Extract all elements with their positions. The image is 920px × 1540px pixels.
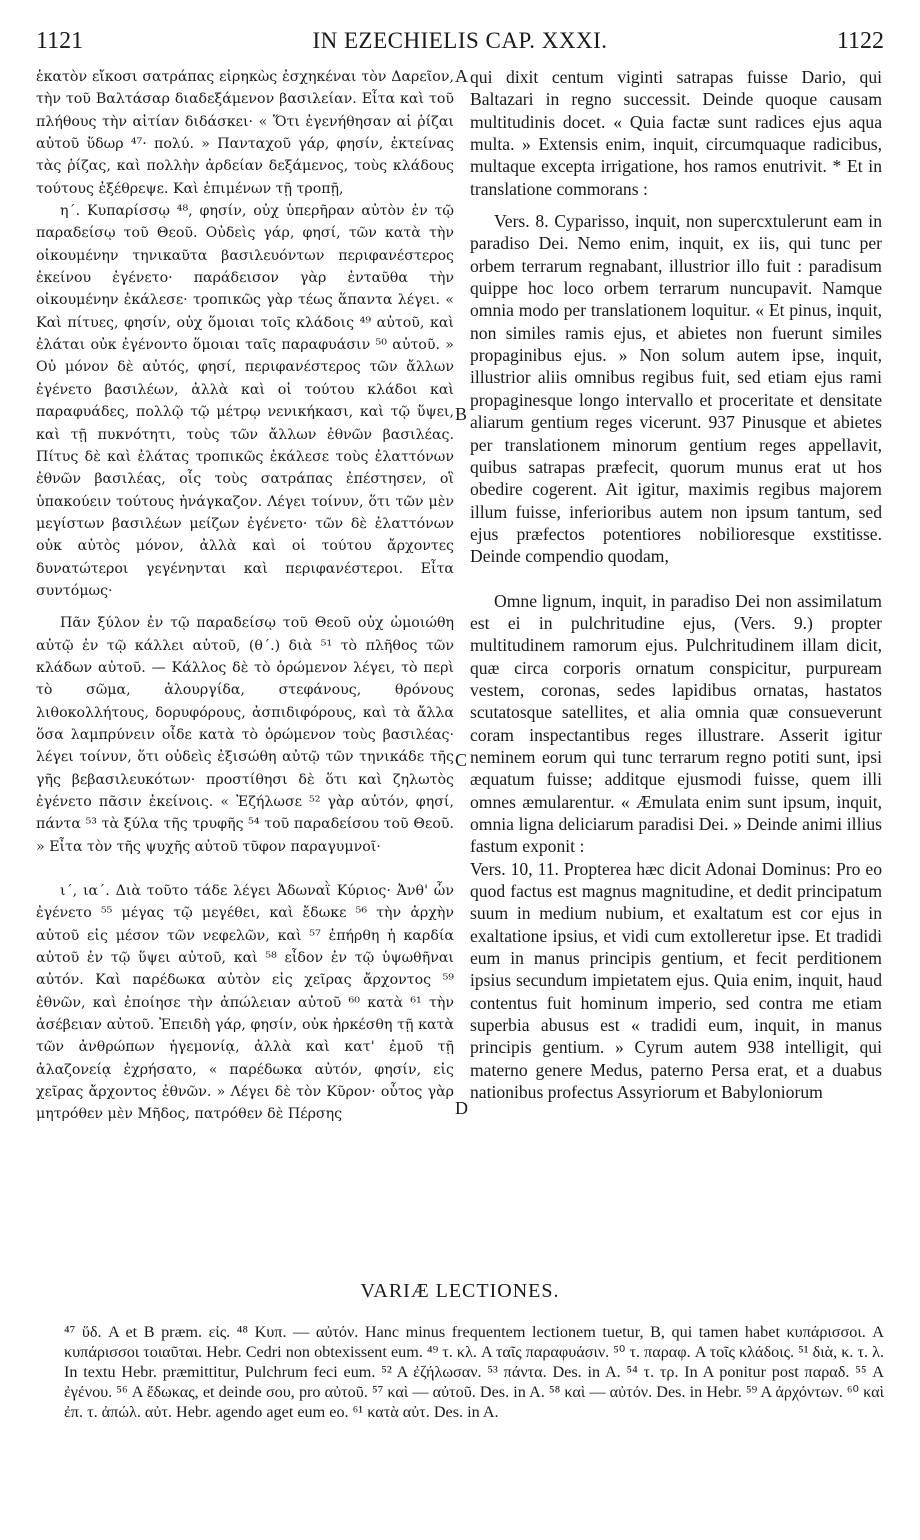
running-header <box>36 28 884 58</box>
latin-paragraph-3: Omne lignum, inquit, in paradiso Dei non assimilatum est ei in pulchritudine ejus, (Vers. 9.) propter multitudinem ramorum ejus. Pulchritudinem illam dicit, quæ circa corporis ornatum conspicitur, purpuream vestem, coronas, sedes lapidibus ornatas, hastatos scutatosque satellites, et alia omnia quæ consueverunt coram inspectantibus reges illustrare. Asserit igitur neminem eorum qui tunc terrarum regno potiti sunt, ipsi æquatum fuisse; additque ejusmodi fuisse, quem illi omnes æmularentur. « Æmulata enim sunt ipsum, inquit, omnia ligna deliciarum paradisi Dei. » Deinde animi illius fastum exponit : <box>470 590 882 857</box>
variae-lectiones-text: ⁴⁷ ὕδ. A et B præm. εἰς. ⁴⁸ Κυπ. — αὐτόν. Hanc minus frequentem lectionem tuetur, B, qui tamen habet κυπάρισσοι. A κυπάρισσοι τοιαῦται. Hebr. Cedri non obtexissent eum. ⁴⁹ τ. κλ. A ταῖς παραφυάσιν. ⁵⁰ τ. παραφ. A τοῖς κλάδοις. ⁵¹ διὰ, κ. τ. λ. In textu Hebr. præmittitur, Pulchrum feci eum. ⁵² A ἐζήλωσαν. ⁵³ πάντα. Des. in A. ⁵⁴ τ. τρ. In A ponitur post παραδ. ⁵⁵ A ἐγένου. ⁵⁶ A ἔδωκας, et deinde σου, pro αὐτοῦ. ⁵⁷ καὶ — αὐτοῦ. Des. in A. ⁵⁸ καὶ — αὐτόν. Des. in Hebr. ⁵⁹ A ἀρχόντων. ⁶⁰ καὶ ἐπ. τ. ἀπώλ. αὐτ. Hebr. agendo aget eum eo. ⁶¹ κατὰ αὐτ. Des. in A. <box>64 1323 884 1421</box>
greek-paragraph-1: ἑκατὸν εἴκοσι σατράπας εἰρηκὼς ἐσχηκέναι τὸν Δαρεῖον, τὴν τοῦ Βαλτάσαρ διαδεξάμενον βασιλείαν. Εἶτα καὶ τοῦ πλήθους τὴν αἰτίαν διδάσκει· « Ὅτι ἐγενήθησαν αἱ ῥίζαι αὐτοῦ ὕδωρ ⁴⁷· πολύ. » Πανταχοῦ γάρ, φησίν, ἐκτείνας τὰς ῥίζας, καὶ πολλὴν ἀρδείαν δεξάμενος, τοὺς κλάδους τούτους ἐξέθρεψε. Καὶ ἐπιμένων τῇ τροπῇ, <box>36 69 454 197</box>
margin-letter-c: C <box>455 750 468 770</box>
margin-letter-d: D <box>455 1098 468 1118</box>
latin-paragraph-4: Vers. 10, 11. Propterea hæc dicit Adonai Dominus: Pro eo quod factus est magnus magnitudine, et dedit principatum suum in medium nubium, et exaltatum est cor ejus in exaltatione ipsius, et vidi cum extolleretur ipse. Et tradidi eum in manus principis gentium, et fecit perditionem ipsius secundum impietatem ejus. Quia enim, inquit, haud contentus fuit hominum imperio, sed contra me etiam superbia abusus est « tradidi eum, inquit, in manus principis gentium. » Cyrum autem 938 intelligit, qui materno genere Medus, paterno Persa erat, et a duabus nationibus profectus Assyriorum et Babyloniorum <box>470 858 882 1103</box>
page-number-left: 1121 <box>36 28 84 54</box>
greek-paragraph-3: Πᾶν ξύλον ἐν τῷ παραδείσῳ τοῦ Θεοῦ οὐχ ὡμοιώθη αὐτῷ ἐν τῷ κάλλει αὐτοῦ, (θ΄.) διὰ ⁵¹ τὸ πλῆθος τῶν κλάδων αὐτοῦ. — Κάλλος δὲ τὸ ὁρώμενον λέγει, τὸ περὶ τὸ σῶμα, ἁλουργίδα, στεφάνους, θρόνους λιθοκολλήτους, δορυφόρους, ἀσπιδιφόρους, καὶ τὰ ἄλλα ὅσα λαμπρύνειν οἶδε κατὰ τὸ ὁρώμενον τοὺς βασιλέας· λέγει τοίνυν, ὅτι οὐδεὶς ἐξισώθη αὐτῷ τῶν τηνικάδε τῆς γῆς βεβασιλευκότων· προστίθησι δὲ ὅτι καὶ ζηλωτὸς ἐγένετο πᾶσιν ἐκείνοις. « Ἐζήλωσε ⁵² γὰρ αὐτόν, φησί, πάντα ⁵³ τὰ ξύλα τῆς τρυφῆς ⁵⁴ τοῦ παραδείσου τοῦ Θεοῦ. » Εἶτα τὸν τῆς ψυχῆς αὐτοῦ τῦφον παραγυμνοῖ· <box>36 615 454 855</box>
latin-paragraph-2: Vers. 8. Cyparisso, inquit, non supercxtulerunt eam in paradiso Dei. Nemo enim, inquit, ex iis, qui tunc per orbem terrarum regnabant, illustrior illo fuit : paradisum quippe hoc loco orbem terrarum nuncupavit. Namque omnia modo per translationem loquitur. « Et pinus, inquit, non similes ramis ejus, et abietes non fuerunt similes propaginibus ejus. » Non solum autem ipse, inquit, illustrior aliis omnibus regibus fuit, sed etiam ejus rami propaginesque longo intervallo et proceritate et densitate aliarum gentium reges vicerunt. 937 Pinusque et abietes per translationem minorum gentium reges appellavit, quibus satrapas præfecit, quorum munus erat ut hos obedire cogerent. Ait igitur, maximis regibus majorem illum fuisse, inferioribus autem non ipsum tantum, sed ejus præfectos potentiores nobilioresque exstitisse. Deinde compendio quodam, <box>470 211 882 567</box>
variae-lectiones-title: VARIÆ LECTIONES. <box>360 1280 560 1302</box>
margin-letter-b: B <box>455 404 468 424</box>
greek-paragraph-4: ι΄, ια΄. Διὰ τοῦτο τάδε λέγει Ἀδωναῒ Κύριος· Ἀνθ' ὧν ἐγένετο ⁵⁵ μέγας τῷ μεγέθει, καὶ ἔδωκε ⁵⁶ τὴν ἀρχὴν αὐτοῦ εἰς μέσον τῶν νεφελῶν, καὶ ⁵⁷ ἐπήρθη ἡ καρδία αὐτοῦ ἐν τῷ ὕψει αὐτοῦ, καὶ ⁵⁸ εἶδον ἐν τῷ ὑψωθῆναι αὐτόν. Καὶ παρέδωκα αὐτὸν εἰς χεῖρας ἄρχοντος ⁵⁹ ἐθνῶν, καὶ ἐποίησε τὴν ἀπώλειαν αὐτοῦ ⁶⁰ κατὰ ⁶¹ τὴν ἀσέβειαν αὐτοῦ. Ἐπειδὴ γάρ, φησίν, οὐκ ἠρκέσθη τῇ κατὰ τῶν ἀνθρώπων ἡγεμονίᾳ, ἀλλὰ καὶ κατ' ἐμοῦ τῇ ἀλαζονείᾳ ἐχρήσατο, « παρέδωκα αὐτόν, φησίν, εἰς χεῖρας ἄρχοντος ἐθνῶν. » Λέγει δὲ τὸν Κῦρον· οὗτος γὰρ μητρόθεν μὲν Μῆδος, πατρόθεν δὲ Πέρσης <box>36 883 454 1123</box>
page-number-right: 1122 <box>836 28 884 54</box>
latin-paragraph-1: qui dixit centum viginti satrapas fuisse Dario, qui Baltazari in regno successit. Deinde quoque causam multitudinis docet. « Quia factæ sunt radices ejus aqua multa. » Extensis enim, inquit, circumquaque radicibus, multaque excepta irrigatione, hos ramos enutrivit. * Et in translatione commorans : <box>470 67 882 199</box>
greek-paragraph-2: η΄. Κυπαρίσσῳ ⁴⁸, φησίν, οὐχ ὑπερῆραν αὐτὸν ἐν τῷ παραδείσῳ τοῦ Θεοῦ. Οὐδεὶς γάρ, φησί, τῶν κατὰ τὴν οἰκουμένην τηνικαῦτα βασιλευόντων περιφανέστερος ἐκείνου ἐγένετο· παράδεισον γὰρ ἐνταῦθα τὴν οἰκουμένην ἐκάλεσε· τροπικῶς γὰρ τέως ἅπαντα λέγει. « Καὶ πίτυες, φησίν, οὐχ ὅμοιαι τοῖς κλάδοις ⁴⁹ αὐτοῦ, καὶ ἐλάται οὐκ ἐγένοντο ὅμοιαι ταῖς παραφυάσιν ⁵⁰ αὐτοῦ. » Οὐ μόνον δὲ αὐτός, φησί, περιφανέστερος τῶν ἄλλων ἐγένετο βασιλέων, ἀλλὰ καὶ οἱ τούτου κλάδοι καὶ παραφυάδες, πολλῷ τῷ μέτρῳ νενικήκασι, καὶ τῷ ὕψει, καὶ τῇ πυκνότητι, τοὺς τῶν ἄλλων ἐθνῶν βασιλέας. Πίτυς δὲ καὶ ἐλάτας τροπικῶς ἐκάλεσε τοὺς ἐλαττόνων ἐθνῶν βασιλέας, οἷς τοὺς σατράπας ἐπέστησεν, οἳ ὑπακούειν τούτους ἠνάγκαζον. Λέγει τοίνυν, ὅτι τῶν μὲν μεγίστων βασιλέων μείζων ἐγένετο· τῶν δὲ ἐλαττόνων οὐκ αὐτὸς μόνον, ἀλλὰ καὶ οἱ τούτου ἄρχοντες δυνατώτεροι γεγένηνται καὶ περιφανέστεροι. Εἶτα συντόμως· <box>36 203 454 599</box>
margin-letter-a: A <box>455 66 468 86</box>
running-title: IN EZECHIELIS CAP. XXXI. <box>312 28 608 53</box>
variae-lectiones-notes <box>64 1322 884 1422</box>
latin-column <box>470 66 882 1103</box>
greek-column <box>36 66 454 1126</box>
